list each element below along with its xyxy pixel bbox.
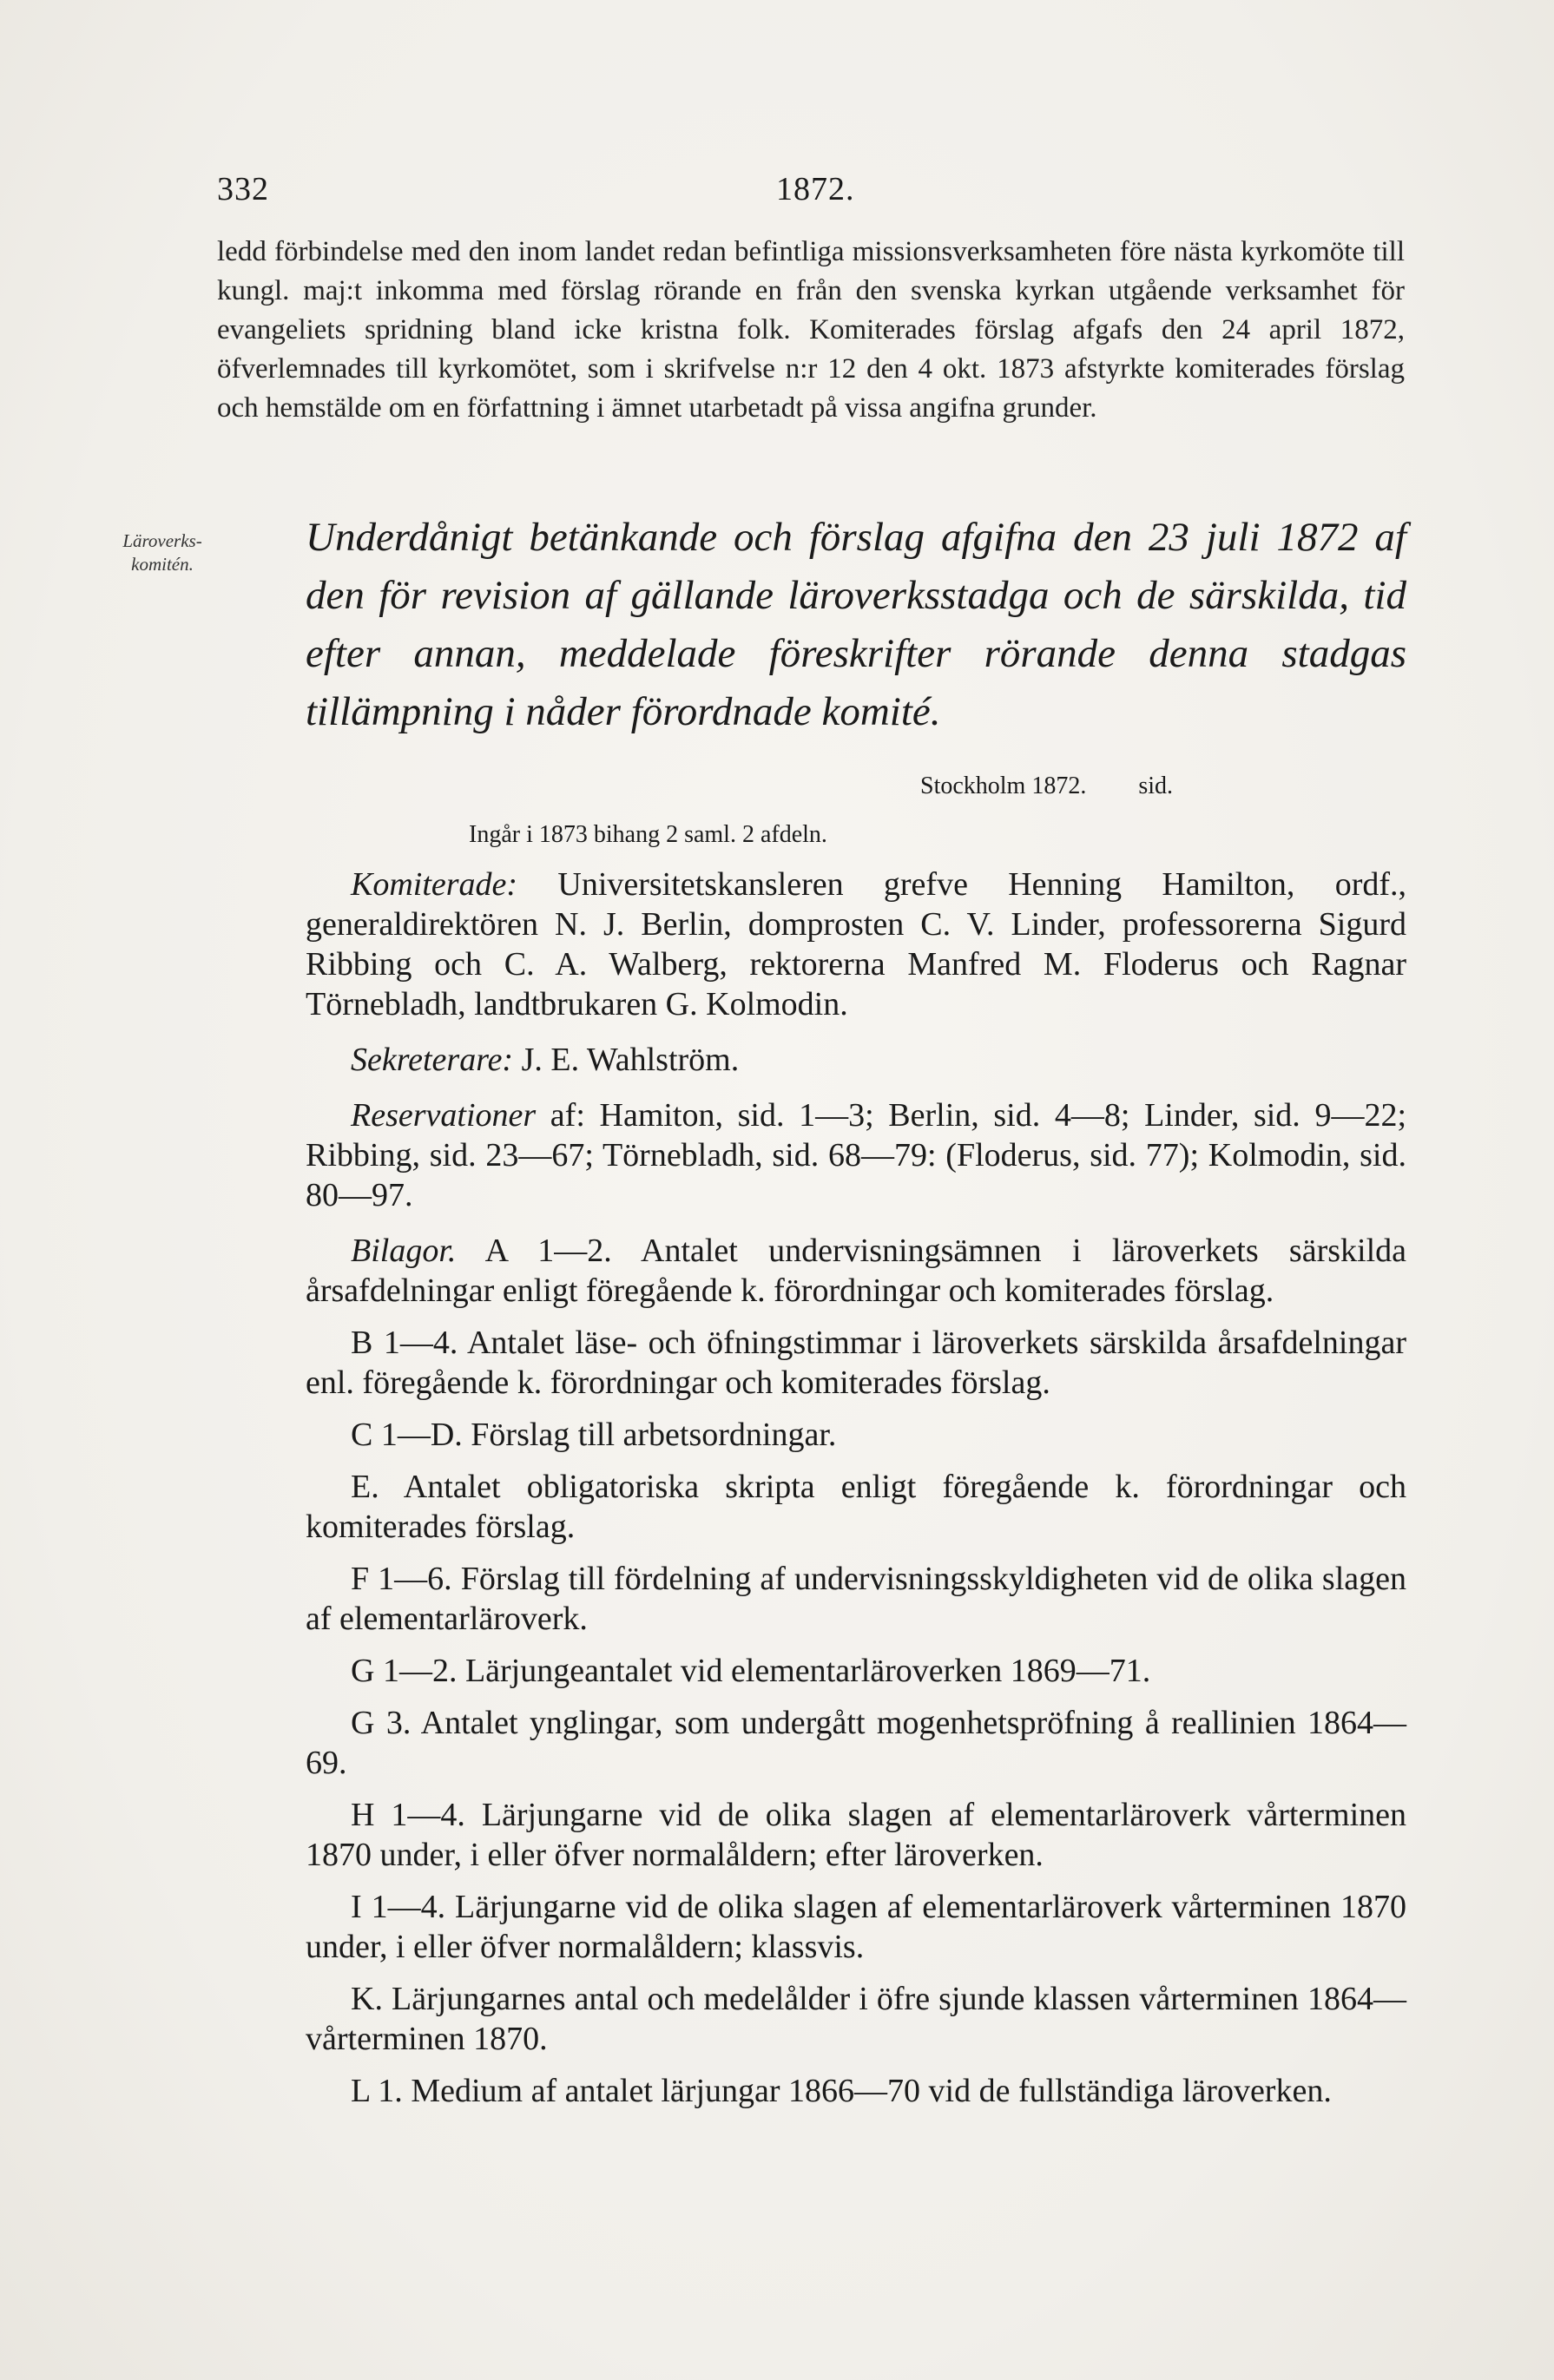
intro-text: ledd förbindelse med den inom landet redan befintliga missionsverksamheten före nästa kyrkomöte till kungl. maj:t inkomma med förslag rörande en från den svenska kyrkan utgående verksamhet för evangeliets spridning bland icke kristna folk. Komiterades förslag afgafs den 24 april 1872, öfverlemnades till kyrkomötet, som i skrifvelse n:r 12 den 4 okt. 1873 afstyrkte komiterades förslag och hemstälde om en författning i ämnet utarbetadt på vissa angifna grunder. (217, 236, 1405, 424)
page-number: 332 (217, 171, 269, 207)
bilaga-text: Antalet undervisningsämnen i läroverkets särskilda årsafdelningar enligt föregående k. förordningar och komiterades förslag. (306, 1233, 1407, 1309)
bilaga-key: L 1. (351, 2073, 403, 2109)
page-header (217, 170, 1398, 222)
margin-note (97, 529, 227, 576)
bilaga-text: Antalet obligatoriska skripta enligt föregående k. förordningar och komiterades förslag. (306, 1469, 1406, 1545)
bilaga-key: K. (351, 1981, 383, 2017)
sekreterare-paragraph (306, 1040, 1406, 1080)
bilaga-item (306, 1887, 1406, 1967)
intro-paragraph (217, 233, 1405, 428)
komiterade-text: Universitetskansleren grefve Henning Hamilton, ordf., generaldirektören N. J. Berlin, domprosten C. V. Linder, professorerna Sigurd Ribbing och C. A. Walberg, rektorerna Manfred M. Floderus och Ragnar Törnebladh, landtbrukaren G. Kolmodin. (306, 866, 1407, 1022)
bilaga-text: Antalet ynglingar, som undergått mogenhetspröfning å reallinien 1864—69. (306, 1705, 1406, 1781)
bilaga-key: G 1—2. (351, 1653, 458, 1689)
reservationer-paragraph (306, 1095, 1406, 1215)
bilaga-key: B 1—4. (351, 1325, 458, 1361)
bilaga-text: Förslag till fördelning af undervisningsskyldigheten vid de olika slagen af elementarläroverk. (306, 1561, 1407, 1637)
bilaga-item (306, 1651, 1406, 1691)
bilaga-text: Antalet läse- och öfningstimmar i läroverkets särskilda årsafdelningar enl. föregående k. förordningar och komiterades förslag. (306, 1325, 1406, 1401)
komiterade-label: Komiterade: (351, 866, 518, 903)
bilagor-label: Bilagor. (351, 1233, 457, 1269)
body-text (306, 865, 1406, 2123)
bilaga-item (306, 1795, 1406, 1875)
margin-note-line-2: komitén. (131, 554, 194, 575)
bilaga-key: E. (351, 1469, 379, 1505)
reservationer-label: Reservationer (351, 1097, 537, 1134)
bilaga-item (306, 1979, 1406, 2059)
publication-place-line (920, 773, 1406, 800)
bilaga-item (306, 1703, 1406, 1783)
reservationer-text: af: Hamiton, sid. 1—3; Berlin, sid. 4—8; Linder, sid. 9—22; Ribbing, sid. 23—67; Törnebladh, sid. 68—79: (Floderus, sid. 77); Kolmodin, sid. 80—97. (306, 1097, 1406, 1213)
bilaga-key: H 1—4. (351, 1797, 465, 1833)
bilaga-text: Förslag till arbetsordningar. (471, 1417, 837, 1453)
bilaga-text: Lärjungeantalet vid elementarläroverken 1869—71. (464, 1653, 1151, 1689)
bilaga-key: F 1—6. (351, 1561, 452, 1597)
ingar-line: Ingår i 1873 bihang 2 saml. 2 afdeln. (469, 821, 827, 848)
bilaga-item (306, 2071, 1406, 2111)
bilaga-item (306, 1467, 1406, 1547)
bilaga-text: Medium af antalet lärjungar 1866—70 vid de fullständiga läroverken. (411, 2073, 1332, 2109)
bilaga-key: I 1—4. (351, 1889, 446, 1925)
bilaga-text: Lärjungarne vid de olika slagen af elementarläroverk vårterminen 1870 under, i eller öfver normalåldern; efter läroverken. (306, 1797, 1406, 1873)
bilaga-text: Lärjungarne vid de olika slagen af elementarläroverk vårterminen 1870 under, i eller öfver normalåldern; klassvis. (306, 1889, 1407, 1965)
margin-note-line-1: Läroverks- (122, 530, 202, 551)
bilaga-item (306, 1323, 1406, 1403)
bilaga-item (306, 1559, 1406, 1639)
bilaga-key: C 1—D. (351, 1417, 463, 1453)
bilaga-item (306, 1415, 1406, 1455)
bilaga-item (306, 1231, 1406, 1311)
sekreterare-text: J. E. Wahlström. (521, 1042, 740, 1078)
place-year: Stockholm 1872. (920, 773, 1087, 799)
sid-label: sid. (1138, 773, 1174, 799)
bilaga-text: Lärjungarnes antal och medelålder i öfre sjunde klassen vårterminen 1864—vårterminen 1870. (306, 1981, 1406, 2057)
bilaga-key: A 1—2. (484, 1233, 612, 1269)
header-year: 1872. (776, 171, 855, 207)
sekreterare-label: Sekreterare: (351, 1042, 514, 1078)
report-title: Underdånigt betänkande och förslag afgifna den 23 juli 1872 af den för revision af gällande läroverksstadga och de särskilda, tid efter annan, meddelade föreskrifter rörande denna stadgas tillämpning i nåder förordnade komité. (306, 515, 1406, 734)
komiterade-paragraph (306, 865, 1406, 1024)
bilaga-key: G 3. (351, 1705, 412, 1741)
